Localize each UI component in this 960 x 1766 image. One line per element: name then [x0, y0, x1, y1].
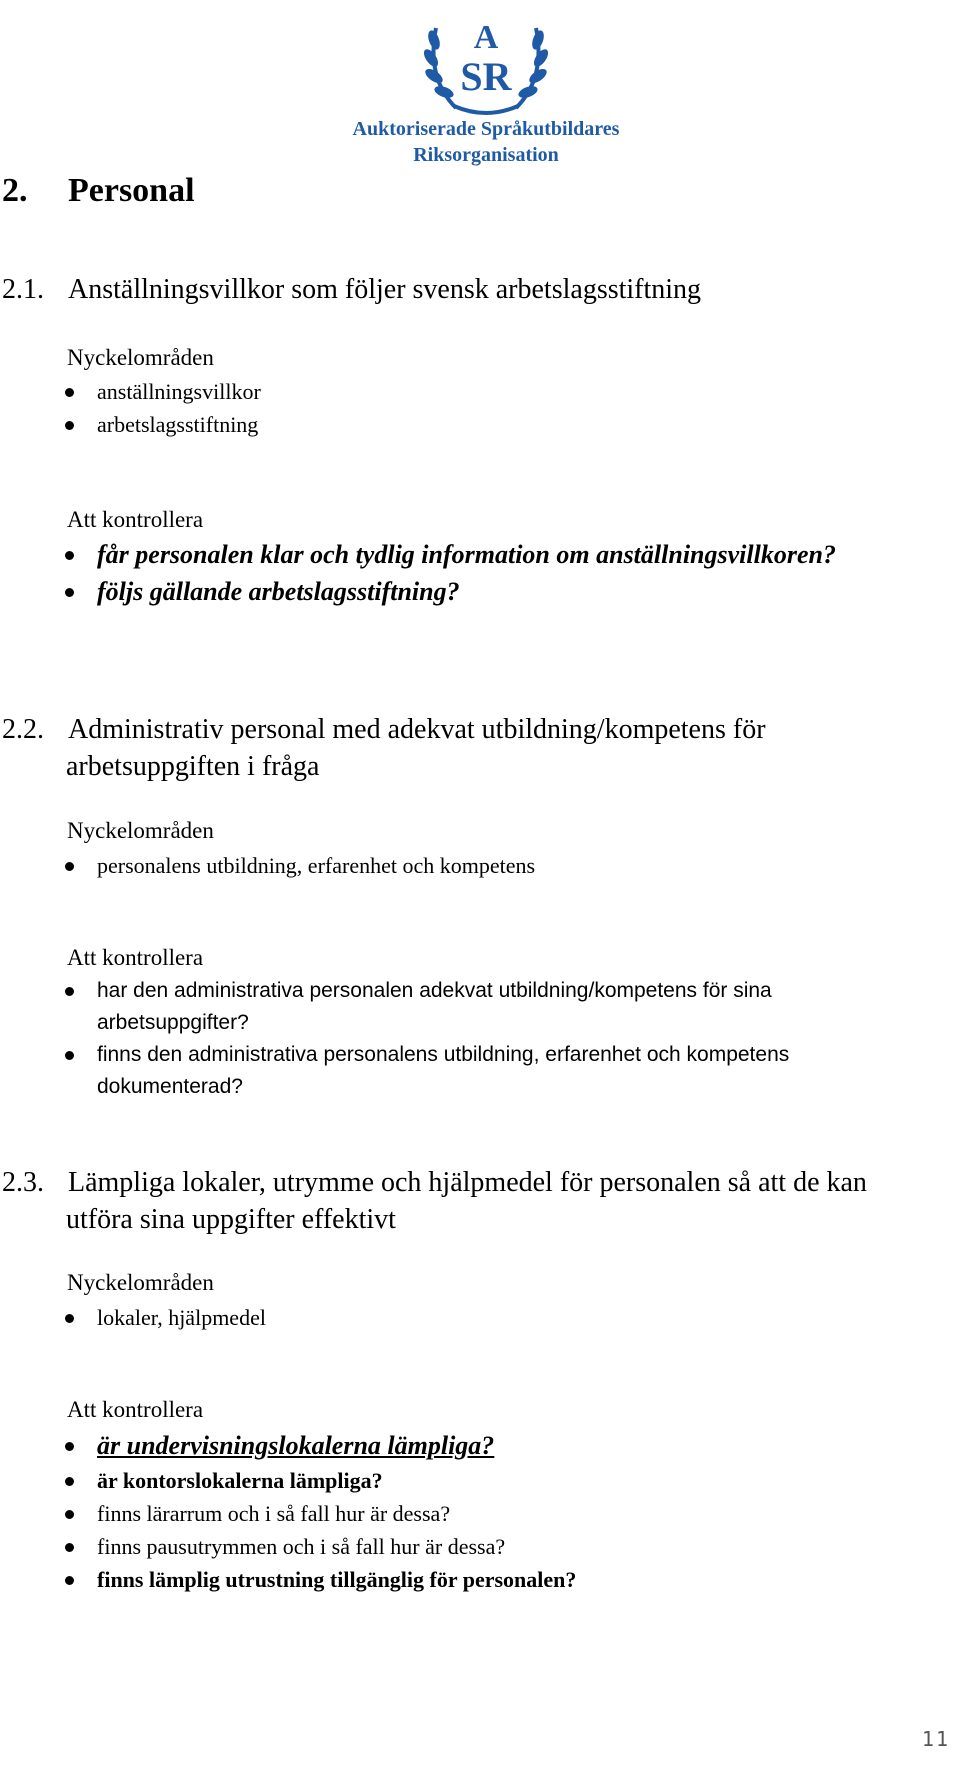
list-item-text: lokaler, hjälpmedel: [97, 1305, 266, 1330]
bullet-icon: [65, 1442, 74, 1451]
to-check-label: Att kontrollera: [67, 1397, 204, 1422]
bullet-icon: [65, 421, 74, 430]
list-item: [62, 849, 957, 882]
list-item: [62, 1301, 957, 1334]
organization-logo: [338, 8, 634, 170]
list-item-text: personalens utbildning, erfarenhet och kompetens: [97, 853, 536, 878]
bullet-icon: [65, 1314, 74, 1323]
bullet-icon: [65, 1051, 74, 1060]
to-check-label: Att kontrollera: [67, 507, 204, 532]
bullet-icon: [65, 551, 74, 560]
logo-initials-top: A: [473, 19, 499, 56]
page-number: 11: [921, 1727, 950, 1751]
chapter-title: Personal: [68, 172, 195, 209]
list-item-text: finns pausutrymmen och i så fall hur är dessa?: [97, 1534, 506, 1559]
logo-line-2: Riksorganisation: [413, 144, 559, 166]
logo-line-1: Auktoriserade Språkutbildares: [352, 118, 620, 140]
list-item-text: finns den administrativa personalens utbildning, erfarenhet och kompetens dokumenterad?: [97, 1043, 790, 1098]
section-number: 2.2.: [2, 714, 44, 745]
section-title-line-1: Administrativ personal med adekvat utbildning/kompetens för: [68, 714, 766, 745]
bullet-icon: [65, 862, 74, 871]
bullet-icon: [65, 987, 74, 996]
key-areas-list: [62, 375, 957, 441]
chapter-heading: [2, 172, 195, 210]
section-title: Anställningsvillkor som följer svensk arbetslagsstiftning: [68, 274, 702, 305]
to-check-list: [62, 975, 922, 1103]
list-item-text: finns lärarrum och i så fall hur är dessa?: [97, 1501, 451, 1526]
to-check-list: [62, 1427, 957, 1596]
list-item: [62, 975, 922, 1039]
list-item-text: får personalen klar och tydlig information om anställningsvillkoren?: [97, 540, 836, 569]
key-areas-label: Nyckelområden: [67, 1270, 214, 1295]
list-item-text: har den administrativa personalen adekvat utbildning/kompetens för sina arbetsuppgifter?: [97, 979, 772, 1034]
list-item: [62, 408, 957, 441]
laurel-wreath-icon: [338, 8, 634, 128]
list-item-text: finns lämplig utrustning tillgänglig för personalen?: [97, 1567, 577, 1592]
bullet-icon: [65, 1543, 74, 1552]
list-item-text: följs gällande arbetslagsstiftning?: [97, 577, 460, 606]
key-areas-list: [62, 849, 957, 882]
list-item-text: anställningsvillkor: [97, 379, 261, 404]
list-item-text: är kontorslokalerna lämpliga?: [97, 1468, 383, 1493]
section-2-3-heading: [2, 1164, 957, 1238]
list-item: [62, 573, 957, 610]
section-title-line-2: utföra sina uppgifter effektivt: [66, 1204, 396, 1235]
list-item: [62, 1427, 957, 1464]
list-item-text: arbetslagsstiftning: [97, 412, 259, 437]
list-item: [62, 1464, 957, 1497]
bullet-icon: [65, 1477, 74, 1486]
section-title-line-2: arbetsuppgiften i fråga: [66, 751, 320, 782]
bullet-icon: [65, 388, 74, 397]
bullet-icon: [65, 1576, 74, 1585]
key-areas-list: [62, 1301, 957, 1334]
logo-initials-bottom: SR: [460, 54, 512, 99]
bullet-icon: [65, 1510, 74, 1519]
list-item: [62, 1039, 922, 1103]
to-check-list: [62, 536, 957, 610]
section-number: 2.1.: [2, 274, 44, 305]
list-item: [62, 1497, 957, 1530]
section-2-2-heading: [2, 711, 957, 785]
list-item: [62, 375, 957, 408]
section-number: 2.3.: [2, 1167, 44, 1198]
to-check-label: Att kontrollera: [67, 945, 204, 970]
chapter-number: 2.: [2, 172, 28, 209]
section-2-1-heading: [2, 271, 957, 308]
section-title-line-1: Lämpliga lokaler, utrymme och hjälpmedel för personalen så att de kan: [68, 1167, 867, 1198]
key-areas-label: Nyckelområden: [67, 345, 214, 370]
key-areas-label: Nyckelområden: [67, 818, 214, 843]
list-item: [62, 536, 957, 573]
list-item: [62, 1563, 957, 1596]
list-item-text: är undervisningslokalerna lämpliga?: [97, 1431, 495, 1460]
list-item: [62, 1530, 957, 1563]
bullet-icon: [65, 588, 74, 597]
